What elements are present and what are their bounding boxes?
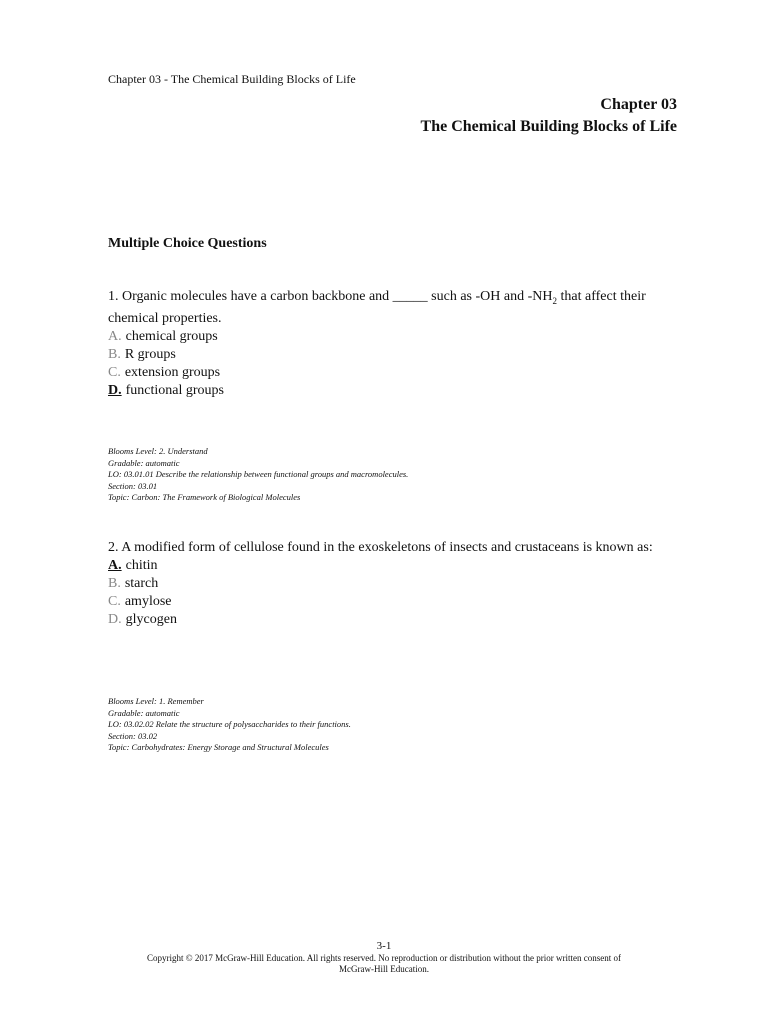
chapter-title: The Chemical Building Blocks of Life — [420, 118, 677, 135]
copyright-line: Copyright © 2017 McGraw-Hill Education. All rights reserved. No reproduction or distribution without the prior written consent of — [146, 953, 621, 963]
choice-text: amylose — [124, 594, 172, 609]
answer-choice-b — [108, 575, 688, 593]
choice-letter: A. — [108, 328, 122, 344]
topic: Topic: Carbon: The Framework of Biological Molecules — [108, 492, 301, 502]
choice-text: chitin — [125, 558, 158, 573]
answer-choice-d — [108, 611, 688, 629]
choice-letter: C. — [108, 364, 121, 380]
answer-choice-a — [108, 328, 688, 346]
gradable: Gradable: automatic — [108, 707, 180, 718]
choice-letter: D. — [108, 612, 122, 627]
choice-text: R groups — [124, 346, 176, 362]
subscript: 2 — [552, 295, 557, 306]
answer-choice-b — [108, 346, 688, 364]
answer-choice-c — [108, 593, 688, 611]
question-2 — [108, 539, 688, 629]
running-header: Chapter 03 - The Chemical Building Blocks of Life — [108, 72, 356, 86]
topic: Topic: Carbohydrates: Energy Storage and Structural Molecules — [108, 742, 329, 752]
choice-letter: B. — [108, 576, 121, 591]
answer-choices — [108, 557, 688, 629]
answer-choices — [108, 328, 688, 400]
question-stem: 2. A modified form of cellulose found in the exoskeletons of insects and crustaceans is known as: — [108, 540, 653, 555]
gradable: Gradable: automatic — [108, 457, 180, 468]
section-heading: Multiple Choice Questions — [108, 236, 267, 251]
section-ref: Section: 03.01 — [108, 480, 158, 491]
choice-text: extension groups — [124, 364, 221, 380]
choice-letter: C. — [108, 594, 121, 609]
chapter-label: Chapter 03 — [600, 96, 677, 113]
learning-objective: LO: 03.01.01 Describe the relationship between functional groups and macromolecules. — [108, 469, 409, 479]
page-number: 3-1 — [376, 940, 392, 952]
copyright-notice — [0, 953, 768, 975]
choice-letter: A. — [108, 558, 122, 573]
answer-choice-a-correct — [108, 557, 688, 575]
choice-text: starch — [124, 576, 159, 591]
question-2-metadata — [108, 696, 351, 754]
learning-objective: LO: 03.02.02 Relate the structure of polysaccharides to their functions. — [108, 719, 351, 729]
answer-choice-c — [108, 364, 688, 382]
copyright-line: McGraw-Hill Education. — [339, 964, 429, 974]
blooms-level: Blooms Level: 2. Understand — [108, 446, 208, 456]
choice-letter: D. — [108, 382, 122, 398]
choice-text: chemical groups — [125, 328, 218, 344]
question-stem-text: that affect their chemical properties. — [108, 289, 646, 326]
choice-text: glycogen — [125, 612, 177, 627]
choice-text: functional groups — [125, 382, 224, 398]
section-ref: Section: 03.02 — [108, 730, 158, 741]
chapter-title-block — [421, 94, 677, 138]
choice-letter: B. — [108, 346, 121, 362]
blooms-level: Blooms Level: 1. Remember — [108, 696, 204, 706]
question-1-metadata — [108, 446, 408, 504]
question-stem — [108, 288, 688, 327]
question-1 — [108, 288, 688, 400]
answer-choice-d-correct — [108, 382, 688, 400]
question-stem-text: 1. Organic molecules have a carbon backbone and _____ such as -OH and -NH — [108, 289, 553, 304]
